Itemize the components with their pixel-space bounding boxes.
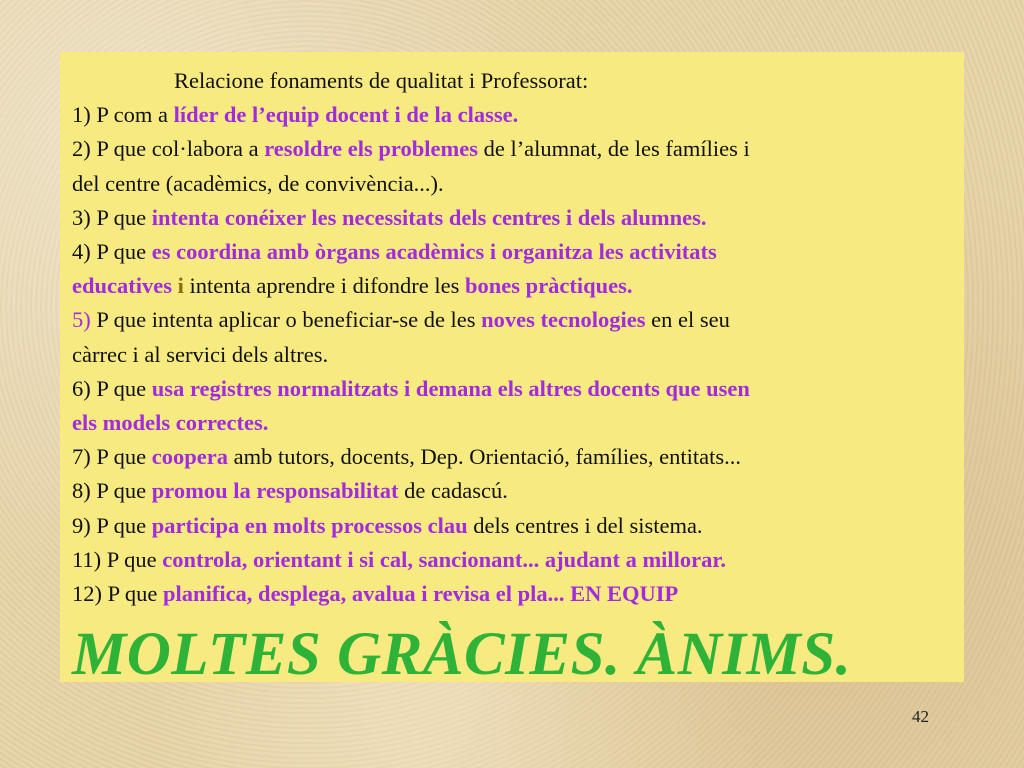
item-line (72, 338, 956, 372)
highlighted-text: líder de l’equip docent i de la classe. (173, 102, 519, 128)
item-line (72, 509, 956, 543)
item-text: 3) P que (72, 204, 152, 230)
item-line (72, 372, 956, 406)
item-text: en el seu (645, 307, 730, 333)
item-line (72, 132, 956, 166)
page-number: 42 (912, 707, 929, 726)
item-line (72, 269, 956, 303)
item-text: intenta aprendre i difondre les (183, 273, 466, 299)
highlighted-text: els models correctes. (72, 410, 269, 436)
highlighted-text: 5) (72, 307, 91, 333)
item-list (72, 98, 956, 611)
item-text: del centre (acadèmics, de convivència...). (72, 170, 444, 196)
item-line (72, 543, 956, 577)
item-line (72, 440, 956, 474)
item-text: 2) P que col·labora a (72, 136, 265, 162)
highlighted-text: educatives (72, 273, 172, 299)
highlighted-text: promou la responsabilitat (151, 478, 399, 504)
item-text: de cadascú. (398, 478, 508, 504)
highlighted-text: intenta conéixer les necessitats dels centres i dels alumnes. (151, 204, 707, 230)
thanks-message: MOLTES GRÀCIES. ÀNIMS. (72, 621, 852, 688)
highlighted-text: planifica, desplega, avalua i revisa el pla... EN EQUIP (163, 581, 679, 607)
item-line (72, 577, 956, 611)
slide-title: Relacione fonaments de qualitat i Professorat: (174, 68, 589, 93)
item-line (72, 406, 956, 440)
highlighted-text: usa registres normalitzats i demana els altres docents que usen (151, 375, 750, 401)
highlighted-text: noves tecnologies (481, 307, 646, 333)
highlighted-text: controla, orientant i si cal, sancionant... ajudant a millorar. (162, 546, 726, 572)
item-text: de l’alumnat, de les famílies i (477, 136, 750, 162)
item-line (72, 235, 956, 269)
item-text: 11) P que (72, 546, 163, 572)
item-text: 7) P que (72, 444, 152, 470)
highlighted-text: resoldre els problemes (264, 136, 478, 162)
slide-content (72, 64, 956, 611)
item-line (72, 167, 956, 201)
slide-panel (60, 52, 964, 688)
item-text: amb tutors, docents, Dep. Orientació, famílies, entitats... (228, 444, 742, 470)
item-text: dels centres i del sistema. (467, 512, 703, 538)
item-text: 6) P que (72, 375, 152, 401)
item-text: 4) P que (72, 239, 152, 265)
highlighted-text: bones pràctiques. (465, 273, 633, 299)
item-line (72, 474, 956, 508)
item-text: 12) P que (72, 581, 164, 607)
item-text: càrrec i al servici dels altres. (72, 341, 329, 367)
item-line (72, 98, 956, 132)
highlighted-text: coopera (151, 444, 229, 470)
item-text: 8) P que (72, 478, 152, 504)
item-text: 1) P com a (72, 102, 174, 128)
item-text: P que intenta aplicar o beneficiar-se de les (90, 307, 482, 333)
item-line (72, 303, 956, 337)
item-text: 9) P que (72, 512, 152, 538)
highlighted-text: es coordina amb òrgans acadèmics i organitza les activitats (151, 239, 717, 265)
highlighted-text: i (177, 273, 184, 299)
item-line (72, 201, 956, 235)
highlighted-text: participa en molts processos clau (151, 512, 468, 538)
